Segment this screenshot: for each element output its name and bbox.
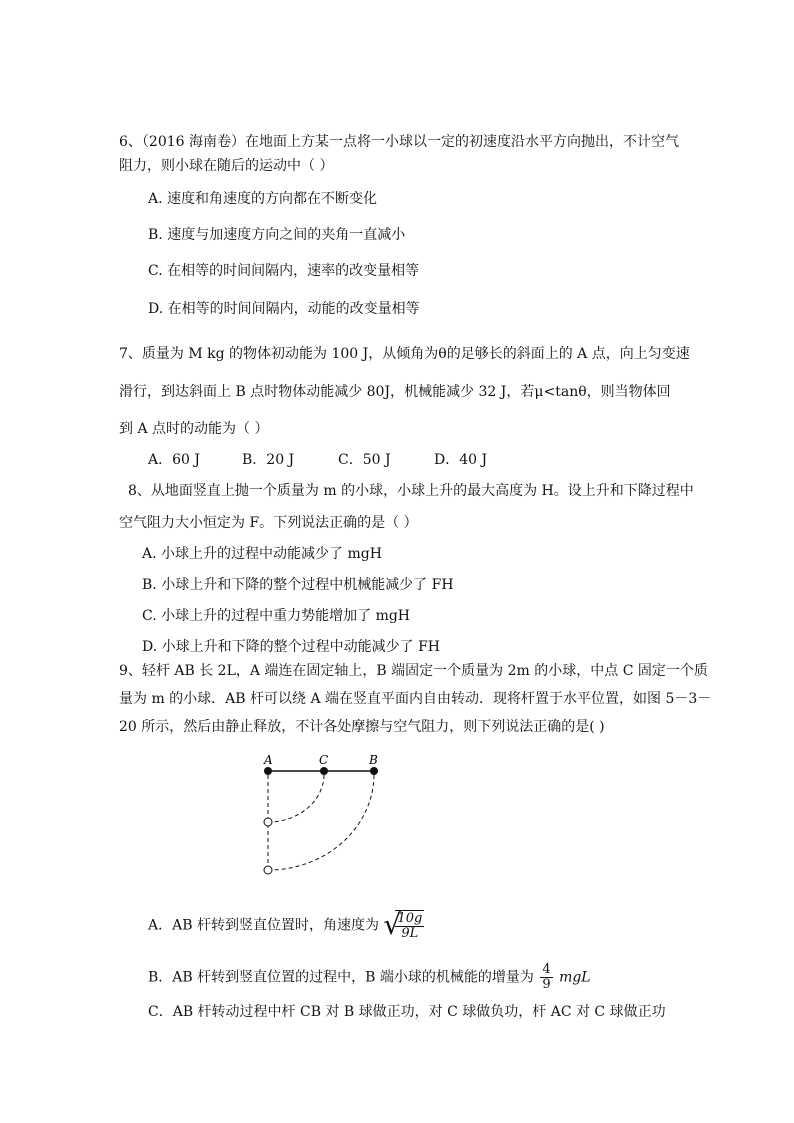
ball-c-final [264,818,272,826]
fraction-expression [540,963,552,992]
q7-choice-a: A．60 J [148,452,200,468]
fraction-denominator: 9 [542,977,551,992]
sqrt-numerator: 10g [397,911,423,926]
arc-b-path [272,775,374,870]
q9-option-b [148,963,591,992]
q9-option-b-text: B．AB 杆转到竖直位置的过程中，B 端小球的机械能的增量为 [148,969,534,986]
q9-option-c: C．AB 杆转动过程中杆 CB 对 B 球做正功，对 C 球做负功，杆 AC 对 C 球做正功 [148,1004,666,1020]
q8-line1: 8、从地面竖直上抛一个质量为 m 的小球，小球上升的最大高度为 H。设上升和下降过程中 [128,483,694,499]
rod-figure [255,752,395,882]
figure-label-b: B [369,753,378,767]
q8-line2: 空气阻力大小恒定为 F。下列说法正确的是（ ） [119,515,418,531]
pivot-a [264,767,272,775]
q9-line3: 20 所示，然后由静止释放，不计各处摩擦与空气阻力，则下列说法正确的是( ) [119,719,605,735]
q7-choice-d: D．40 J [434,452,488,468]
fraction-numerator: 4 [542,962,551,977]
figure-label-a: A [264,753,273,767]
q7-line1: 7、质量为 M kg 的物体初动能为 100 J，从倾角为θ的足够长的斜面上的 A 点，向上匀变速 [119,346,690,362]
q6-line1: 6、（2016 海南卷）在地面上方某一点将一小球以一定的初速度沿水平方向抛出，不计空气 [119,134,679,150]
figure-label-c: C [319,753,329,767]
arc-c-path [272,775,324,822]
q6-option-a: A. 速度和角速度的方向都在不断变化 [148,191,378,207]
q9-line1: 9、轻杆 AB 长 2L，A 端连在固定轴上，B 端固定一个质量为 2m 的小球，中点 C 固定一个质 [119,663,708,679]
q8-option-a: A. 小球上升的过程中动能减少了 mgH [142,546,382,562]
q6-option-b: B. 速度与加速度方向之间的夹角一直减小 [148,227,406,243]
ball-b-final [264,866,272,874]
q9-option-a-text: A．AB 杆转到竖直位置时，角速度为 [148,917,379,934]
q7-choice-c: C．50 J [338,452,391,468]
q6-option-d: D. 在相等的时间间隔内，动能的改变量相等 [148,301,420,317]
q9-line2: 量为 m 的小球．AB 杆可以绕 A 端在竖直平面内自由转动．现将杆置于水平位置，如图 5－3－ [119,691,712,707]
q9-option-a [148,910,426,941]
q8-option-b: B. 小球上升和下降的整个过程中机械能减少了 FH [142,577,454,593]
q7-choice-b: B．20 J [242,452,295,468]
q7-line2: 滑行，到达斜面上 B 点时物体动能减少 80J，机械能减少 32 J，若μ<tanθ，则当物体回 [119,384,671,400]
sqrt-denominator: 9L [401,926,419,941]
q7-line3: 到 A 点时的动能为（ ） [119,421,269,437]
ball-b [370,767,378,775]
q9-option-b-tail: mgL [559,969,591,986]
sqrt-expression: √ $\frac{10g}{9L}$ [383,908,423,941]
q8-option-c: C. 小球上升的过程中重力势能增加了 mgH [142,608,411,624]
q6-option-c: C. 在相等的时间间隔内，速率的改变量相等 [148,263,420,279]
q8-option-d: D. 小球上升和下降的整个过程中动能减少了 FH [142,639,440,655]
q6-line2: 阻力，则小球在随后的运动中（ ） [119,158,334,174]
ball-c [320,767,328,775]
